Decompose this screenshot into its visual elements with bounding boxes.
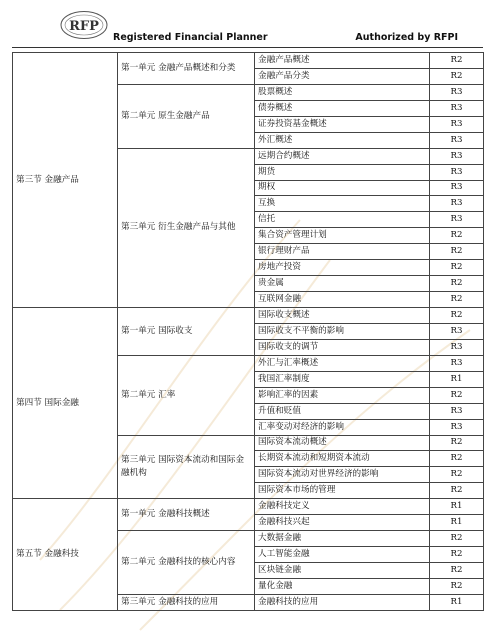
- topic-cell: 国际资本流动概述: [255, 435, 430, 451]
- level-cell: R3: [430, 419, 484, 435]
- level-cell: R2: [430, 292, 484, 308]
- level-cell: R2: [430, 53, 484, 69]
- unit-cell: 第二单元 汇率: [118, 355, 255, 435]
- level-cell: R2: [430, 435, 484, 451]
- topic-cell: 大数据金融: [255, 531, 430, 547]
- syllabus-table-body: [13, 53, 484, 611]
- level-cell: R2: [430, 483, 484, 499]
- header-left-text: Registered Financial Planner: [113, 32, 268, 43]
- topic-cell: 外汇概述: [255, 132, 430, 148]
- topic-cell: 银行理财产品: [255, 244, 430, 260]
- level-cell: R2: [430, 308, 484, 324]
- topic-cell: 金融产品分类: [255, 68, 430, 84]
- topic-cell: 集合资产管理计划: [255, 228, 430, 244]
- level-cell: R3: [430, 212, 484, 228]
- level-cell: R3: [430, 164, 484, 180]
- unit-cell: 第一单元 金融产品概述和分类: [118, 53, 255, 85]
- table-row: [13, 53, 484, 69]
- level-cell: R3: [430, 100, 484, 116]
- topic-cell: 量化金融: [255, 578, 430, 594]
- level-cell: R2: [430, 563, 484, 579]
- topic-cell: 人工智能金融: [255, 547, 430, 563]
- topic-cell: 国际资本流动对世界经济的影响: [255, 467, 430, 483]
- topic-cell: 国际收支不平衡的影响: [255, 323, 430, 339]
- topic-cell: 升值和贬值: [255, 403, 430, 419]
- topic-cell: 证券投资基金概述: [255, 116, 430, 132]
- topic-cell: 国际资本市场的管理: [255, 483, 430, 499]
- topic-cell: 金融科技的应用: [255, 594, 430, 610]
- page-header: [0, 0, 495, 50]
- topic-cell: 互换: [255, 196, 430, 212]
- level-cell: R2: [430, 387, 484, 403]
- level-cell: R2: [430, 228, 484, 244]
- topic-cell: 汇率变动对经济的影响: [255, 419, 430, 435]
- topic-cell: 远期合约概述: [255, 148, 430, 164]
- level-cell: R3: [430, 339, 484, 355]
- level-cell: R3: [430, 84, 484, 100]
- section-cell: 第三节 金融产品: [13, 53, 118, 308]
- topic-cell: 区块链金融: [255, 563, 430, 579]
- topic-cell: 房地产投资: [255, 260, 430, 276]
- logo-text: RFP: [69, 19, 99, 34]
- topic-cell: 期货: [255, 164, 430, 180]
- topic-cell: 金融产品概述: [255, 53, 430, 69]
- topic-cell: 债券概述: [255, 100, 430, 116]
- header-divider: [12, 47, 483, 48]
- header-right-text: Authorized by RFPI: [355, 32, 458, 43]
- level-cell: R2: [430, 244, 484, 260]
- section-cell: 第四节 国际金融: [13, 308, 118, 499]
- level-cell: R3: [430, 403, 484, 419]
- syllabus-table: [12, 52, 484, 611]
- level-cell: R3: [430, 116, 484, 132]
- level-cell: R2: [430, 547, 484, 563]
- topic-cell: 金融科技定义: [255, 499, 430, 515]
- level-cell: R1: [430, 594, 484, 610]
- unit-cell: 第三单元 衍生金融产品与其他: [118, 148, 255, 307]
- section-cell: 第五节 金融科技: [13, 499, 118, 611]
- level-cell: R1: [430, 371, 484, 387]
- topic-cell: 长期资本流动和短期资本流动: [255, 451, 430, 467]
- unit-cell: 第三单元 金融科技的应用: [118, 594, 255, 610]
- topic-cell: 期权: [255, 180, 430, 196]
- level-cell: R3: [430, 323, 484, 339]
- topic-cell: 国际收支概述: [255, 308, 430, 324]
- topic-cell: 股票概述: [255, 84, 430, 100]
- level-cell: R2: [430, 531, 484, 547]
- level-cell: R1: [430, 515, 484, 531]
- topic-cell: 我国汇率制度: [255, 371, 430, 387]
- table-row: [13, 499, 484, 515]
- level-cell: R2: [430, 467, 484, 483]
- level-cell: R2: [430, 451, 484, 467]
- level-cell: R2: [430, 578, 484, 594]
- topic-cell: 影响汇率的因素: [255, 387, 430, 403]
- level-cell: R3: [430, 355, 484, 371]
- topic-cell: 国际收支的调节: [255, 339, 430, 355]
- level-cell: R2: [430, 276, 484, 292]
- level-cell: R2: [430, 260, 484, 276]
- rfp-logo: [59, 10, 109, 40]
- table-row: [13, 308, 484, 324]
- level-cell: R3: [430, 132, 484, 148]
- topic-cell: 贵金属: [255, 276, 430, 292]
- topic-cell: 互联网金融: [255, 292, 430, 308]
- topic-cell: 外汇与汇率概述: [255, 355, 430, 371]
- level-cell: R1: [430, 499, 484, 515]
- topic-cell: 信托: [255, 212, 430, 228]
- topic-cell: 金融科技兴起: [255, 515, 430, 531]
- level-cell: R3: [430, 196, 484, 212]
- unit-cell: 第一单元 金融科技概述: [118, 499, 255, 531]
- level-cell: R2: [430, 68, 484, 84]
- unit-cell: 第二单元 原生金融产品: [118, 84, 255, 148]
- level-cell: R3: [430, 148, 484, 164]
- level-cell: R3: [430, 180, 484, 196]
- unit-cell: 第三单元 国际资本流动和国际金融机构: [118, 435, 255, 499]
- unit-cell: 第二单元 金融科技的核心内容: [118, 531, 255, 595]
- unit-cell: 第一单元 国际收支: [118, 308, 255, 356]
